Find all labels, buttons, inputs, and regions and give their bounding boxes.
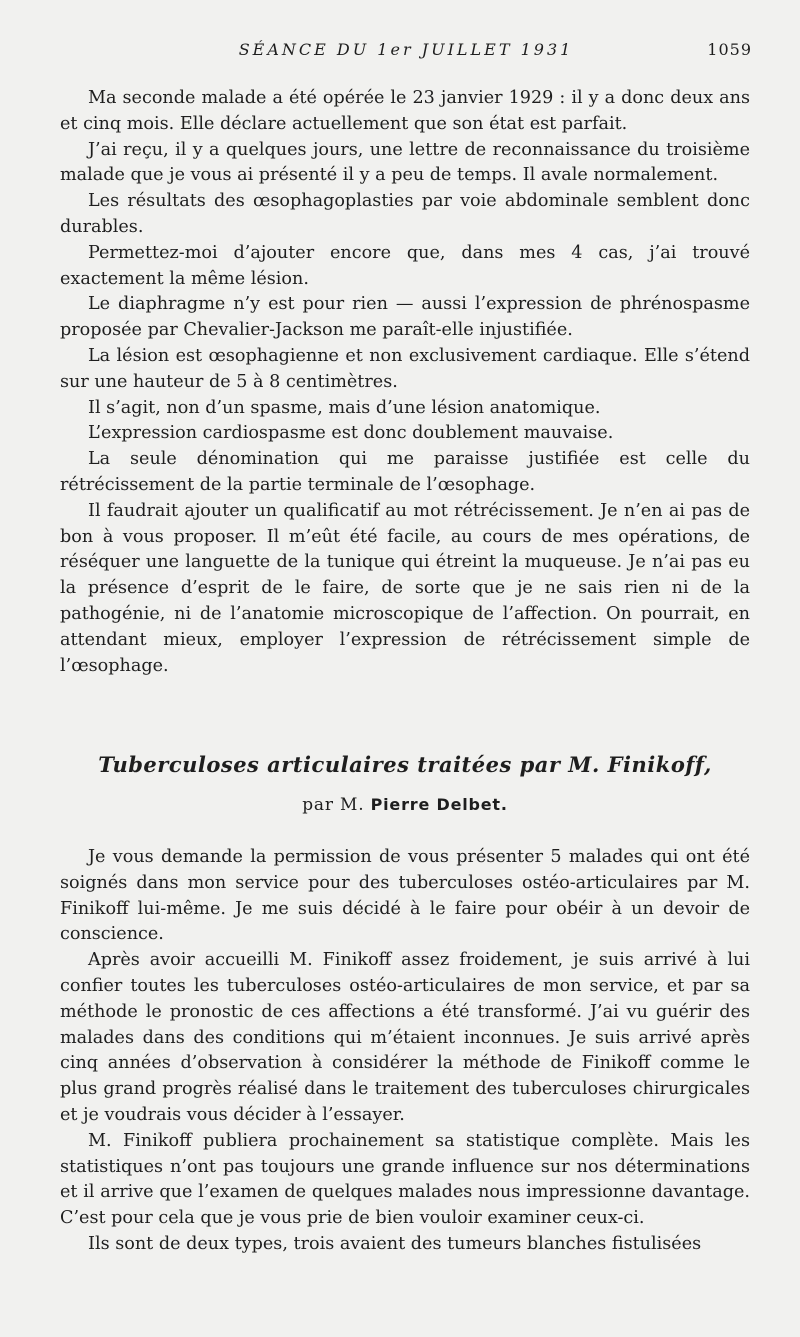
paragraph: Le diaphragme n’y est pour rien — aussi l’expression de phrénospasme proposée par Chevalier-Jackson me paraît-elle injustifiée. <box>60 294 750 341</box>
paragraph: L’expression cardiospasme est donc doublement mauvaise. <box>88 423 614 444</box>
paragraph: Il s’agit, non d’un spasme, mais d’une lésion anatomique. <box>88 397 601 418</box>
running-header <box>60 40 752 68</box>
paragraph: Ma seconde malade a été opérée le 23 janvier 1929 : il y a donc deux ans et cinq mois. Elle déclare actuellement que son état est parfait. <box>60 88 750 134</box>
paragraph: Permettez-moi d’ajouter encore que, dans mes 4 cas, j’ai trouvé exactement la même lésion. <box>60 242 750 289</box>
header-title: SÉANCE DU 1er JUILLET 1931 <box>238 40 574 59</box>
byline <box>60 795 750 815</box>
section-oesophagoplasty-text <box>60 86 750 679</box>
paragraph: Je vous demande la permission de vous présenter 5 malades qui ont été soignés dans mon service pour des tuberculoses ostéo-articulaires par M. Finikoff lui-même. Je me suis décidé à le faire pour obéir à un devoir de conscience. <box>60 847 750 945</box>
paragraph: Il faudrait ajouter un qualificatif au mot rétrécissement. Je n’en ai pas de bon à vous proposer. Il m’eût été facile, au cours de mes opérations, de réséquer une languette de la tunique qui étreint la muqueuse. Je n’ai pas eu la présence d’esprit de le faire, de sorte que je ne sais rien ni de la pathogénie, ni de l’anatomie microscopique de l’affection. On pourrait, en attendant mieux, employer l’expression de rétrécissement simple de l’œsophage. <box>60 500 750 676</box>
paragraph: La lésion est œsophagienne et non exclusivement cardiaque. Elle s’étend sur une hauteur de 5 à 8 centimètres. <box>60 345 750 392</box>
paragraph: Après avoir accueilli M. Finikoff assez froidement, je suis arrivé à lui confier toutes les tuberculoses ostéo-articulaires de mon service, et par sa méthode le pronostic de ces affections a été transformé. J’ai vu guérir des malades dans des conditions qui m’étaient inconnues. Je suis arrivé après cinq années d’observation à considérer la méthode de Finikoff comme le plus grand progrès réalisé dans le traitement des tuberculoses chirurgicales et je voudrais vous décider à l’essayer. <box>60 950 750 1125</box>
paragraph: J’ai reçu, il y a quelques jours, une lettre de reconnaissance du troisième malade que je vous ai présenté il y a peu de temps. Il avale normalement. <box>60 139 750 186</box>
paragraph: M. Finikoff publiera prochainement sa statistique complète. Mais les statistiques n’ont pas toujours une grande influence sur nos déterminations et il arrive que l’examen de quelques malades nous impressionne davantage. C’est pour cela que je vous prie de bien vouloir examiner ceux-ci. <box>60 1130 750 1229</box>
section-tuberculosis-text <box>60 845 750 1258</box>
paragraph: Les résultats des œsophagoplasties par voie abdominale semblent donc durables. <box>60 191 750 237</box>
paragraph: La seule dénomination qui me paraisse justifiée est celle du rétrécissement de la partie terminale de l’œsophage. <box>60 449 750 495</box>
page-number: 1059 <box>707 40 752 59</box>
section-heading: Tuberculoses articulaires traitées par M. Finikoff, <box>98 752 712 777</box>
paragraph: Ils sont de deux types, trois avaient des tumeurs blanches fistulisées <box>88 1233 702 1254</box>
byline-author: Pierre Delbet. <box>370 795 508 814</box>
byline-prefix: par M. <box>302 795 365 815</box>
